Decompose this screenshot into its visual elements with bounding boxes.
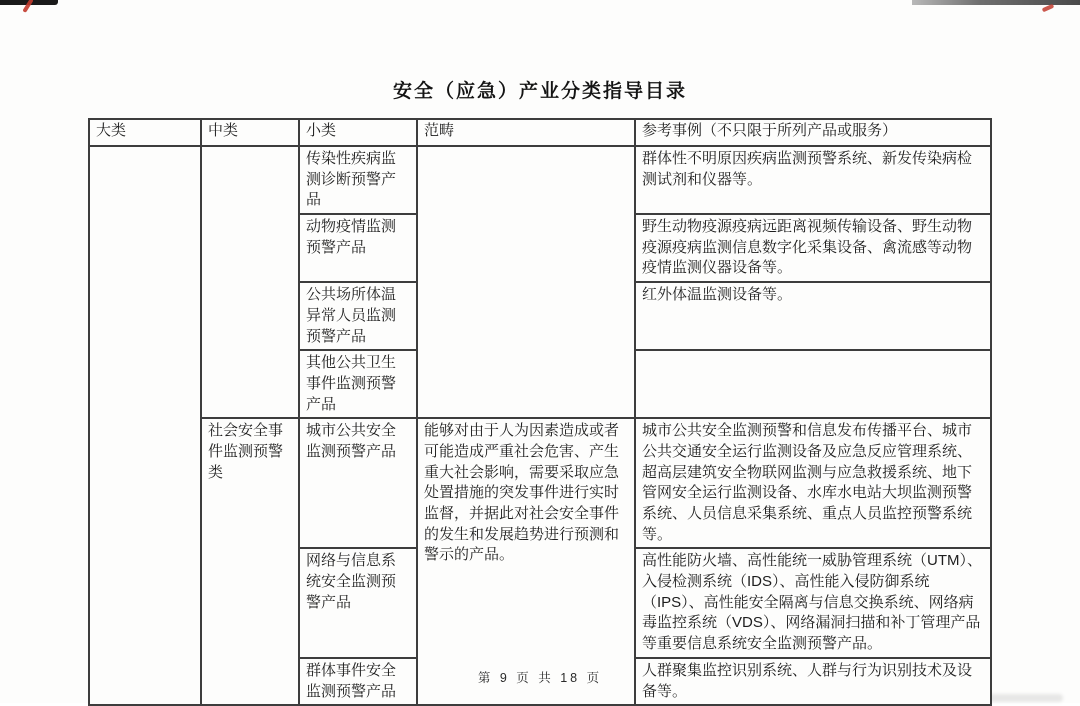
cell-examples-infectious-disease: 群体性不明原因疾病监测预警系统、新发传染病检测试剂和仪器等。 [635, 146, 991, 214]
cell-fanchou-continued [417, 146, 635, 418]
table-row [89, 418, 991, 548]
cell-xiaolei-network-information: 网络与信息系统安全监测预警产品 [299, 548, 417, 657]
cell-examples-network-information: 高性能防火墙、高性能统一威胁管理系统（UTM）、入侵检测系统（IDS）、高性能入侵防御系统（IPS）、高性能安全隔离与信息交换系统、网络病毒监控系统（VDS）、网络漏洞扫描和补丁管理产品等重要信息系统安全监测预警产品。 [635, 548, 991, 657]
page-title: 安全（应急）产业分类指导目录 [392, 81, 687, 102]
column-header-fanchou: 范畴 [417, 119, 635, 146]
column-header-examples: 参考事例（不只限于所列产品或服务） [635, 119, 991, 146]
column-header-zhonglei: 中类 [201, 119, 299, 146]
cell-examples-animal-epidemic: 野生动物疫源疫病远距离视频传输设备、野生动物疫源疫病监测信息数字化采集设备、禽流感等动物疫情监测仪器设备等。 [635, 214, 991, 282]
scan-artifact-top-right [912, 0, 1080, 5]
column-header-dalei: 大类 [89, 119, 201, 146]
cell-zhonglei-continued [201, 146, 299, 418]
cell-fanchou-social-security: 能够对由于人为因素造成或者可能造成严重社会危害、产生重大社会影响，需要采取应急处置措施的突发事件进行实时监督，并据此对社会安全事件的发生和发展趋势进行预测和警示的产品。 [417, 418, 635, 705]
page-number-footer: 第 9 页 共 18 页 [477, 671, 603, 685]
cell-xiaolei-urban-public-safety: 城市公共安全监测预警产品 [299, 418, 417, 548]
table-row [89, 146, 991, 214]
red-pen-mark-top-right [1042, 4, 1055, 13]
classification-table [88, 118, 992, 706]
cell-xiaolei-other-public-health: 其他公共卫生事件监测预警产品 [299, 350, 417, 418]
cell-examples-mass-incident: 人群聚集监控识别系统、人群与行为识别技术及设备等。 [635, 658, 991, 705]
cell-examples-other-public-health [635, 350, 991, 418]
cell-xiaolei-infectious-disease: 传染性疾病监测诊断预警产品 [299, 146, 417, 214]
cell-xiaolei-mass-incident: 群体事件安全监测预警产品 [299, 658, 417, 705]
cell-examples-urban-public-safety: 城市公共安全监测预警和信息发布传播平台、城市公共交通安全运行监测设备及应急反应管理系统、超高层建筑安全物联网监测与应急救援系统、地下管网安全运行监测设备、水库水电站大坝监测预警系统、人员信息采集系统、重点人员监控预警系统等。 [635, 418, 991, 548]
cell-examples-body-temperature: 红外体温监测设备等。 [635, 282, 991, 350]
table-header-row [89, 119, 991, 146]
cell-xiaolei-animal-epidemic: 动物疫情监测预警产品 [299, 214, 417, 282]
column-header-xiaolei: 小类 [299, 119, 417, 146]
cell-dalei-continued [89, 146, 201, 705]
cell-zhonglei-social-security: 社会安全事件监测预警类 [201, 418, 299, 705]
cell-xiaolei-body-temperature: 公共场所体温异常人员监测预警产品 [299, 282, 417, 350]
